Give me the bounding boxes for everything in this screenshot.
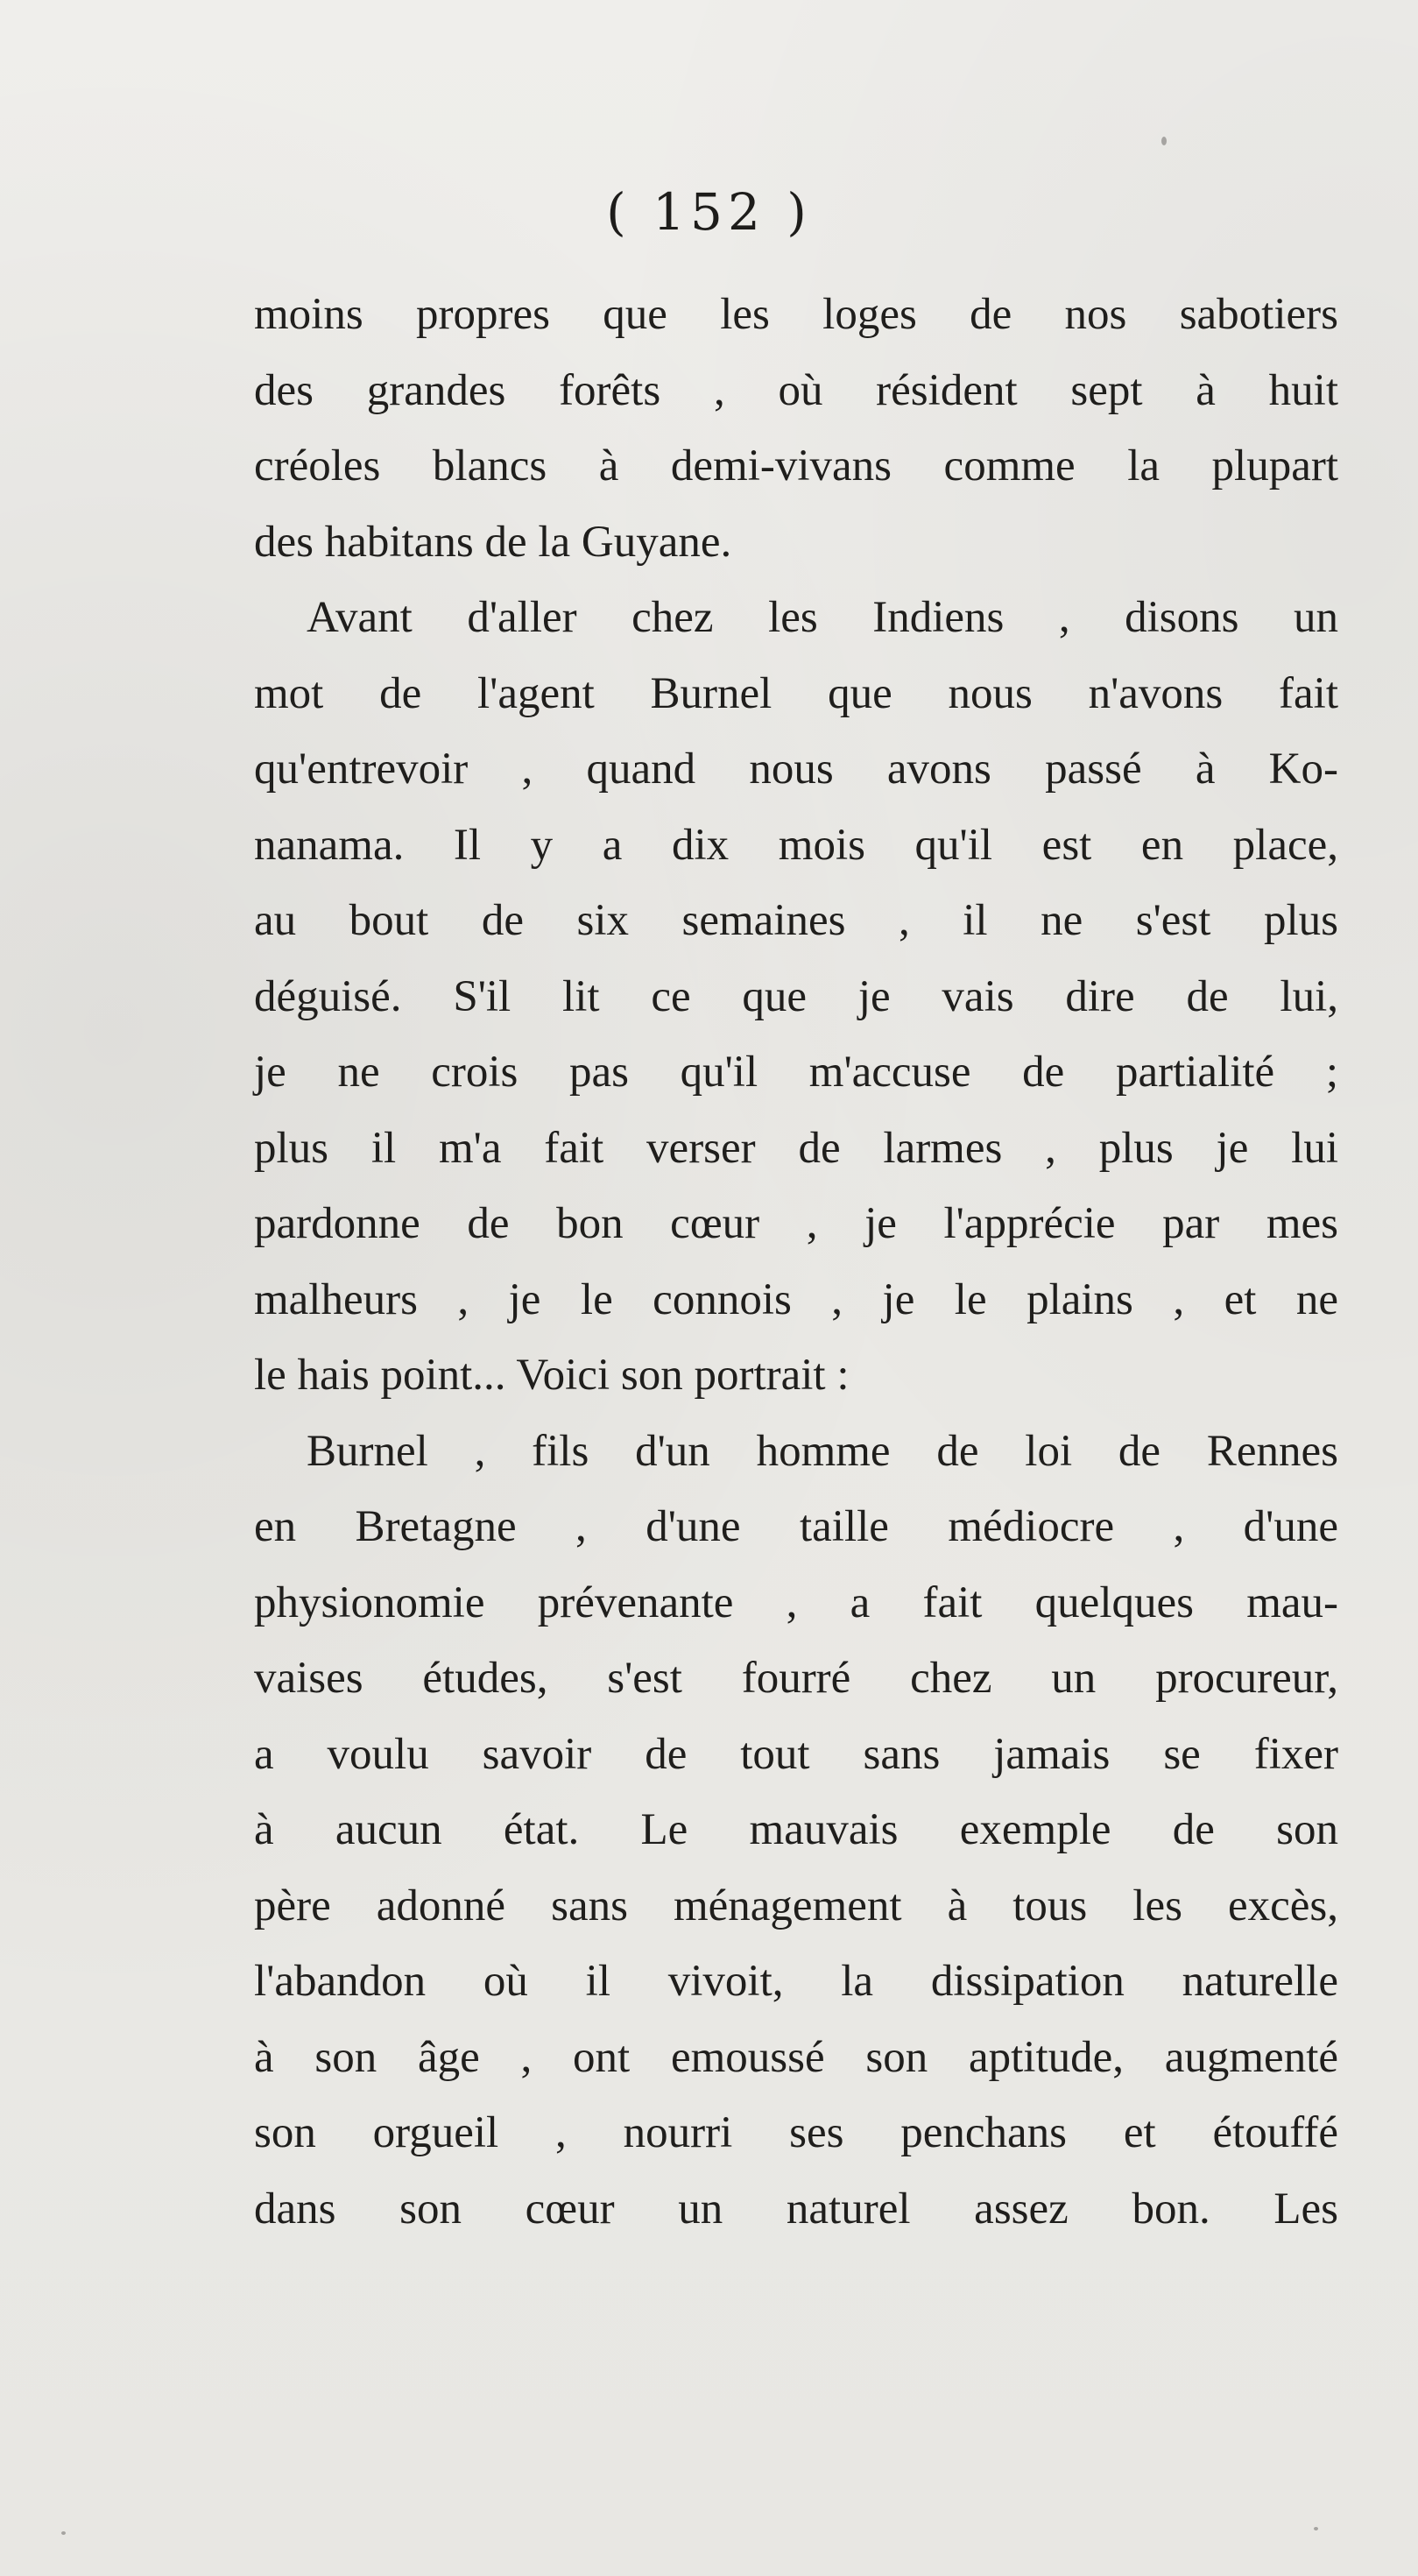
paper-speck <box>1314 2527 1318 2530</box>
text-line: nanama. Il y a dix mois qu'il est en place, <box>254 820 1338 870</box>
text-line: moins propres que les loges de nos sabotiers <box>254 290 1338 339</box>
text-line: vaises études, s'est fourré chez un procureur, <box>254 1654 1338 1703</box>
body-text <box>254 277 1338 2247</box>
text-line: à aucun état. Le mauvais exemple de son <box>254 1805 1338 1854</box>
text-line: des grandes forêts , où résident sept à huit <box>254 365 1338 415</box>
text-line: au bout de six semaines , il ne s'est plus <box>254 896 1338 945</box>
text-line: physionomie prévenante , a fait quelques mau- <box>254 1577 1338 1627</box>
text-line: a voulu savoir de tout sans jamais se fixer <box>254 1729 1338 1779</box>
text-line: qu'entrevoir , quand nous avons passé à Ko- <box>254 745 1338 794</box>
text-line: en Bretagne , d'une taille médiocre , d'une <box>254 1502 1338 1551</box>
page-number: ( 152 ) <box>606 182 812 242</box>
text-line: déguisé. S'il lit ce que je vais dire de lui, <box>254 971 1338 1021</box>
paragraph-start-line: Burnel , fils d'un homme de loi de Rennes <box>307 1426 1338 1476</box>
text-line: mot de l'agent Burnel que nous n'avons fait <box>254 668 1338 718</box>
text-line: à son âge , ont emoussé son aptitude, augmenté <box>254 2032 1338 2082</box>
paper-speck <box>1161 137 1167 145</box>
text-line: père adonné sans ménagement à tous les excès, <box>254 1881 1338 1930</box>
paragraph-start-line: Avant d'aller chez les Indiens , disons un <box>307 593 1338 642</box>
paper-speck <box>61 2531 66 2535</box>
text-line: l'abandon où il vivoit, la dissipation naturelle <box>254 1957 1338 2006</box>
text-line: des habitans de la Guyane. <box>254 517 732 567</box>
text-line: je ne crois pas qu'il m'accuse de partialité ; <box>254 1048 1338 1097</box>
text-line: son orgueil , nourri ses penchans et étouffé <box>254 2108 1338 2157</box>
text-line: plus il m'a fait verser de larmes , plus je lui <box>254 1123 1338 1173</box>
text-line: créoles blancs à demi-vivans comme la plupart <box>254 441 1338 490</box>
text-line: dans son cœur un naturel assez bon. Les <box>254 2184 1338 2234</box>
text-line: pardonne de bon cœur , je l'apprécie par mes <box>254 1199 1338 1248</box>
text-line: malheurs , je le connois , je le plains , et ne <box>254 1274 1338 1324</box>
text-line: le hais point... Voici son portrait : <box>254 1351 850 1400</box>
